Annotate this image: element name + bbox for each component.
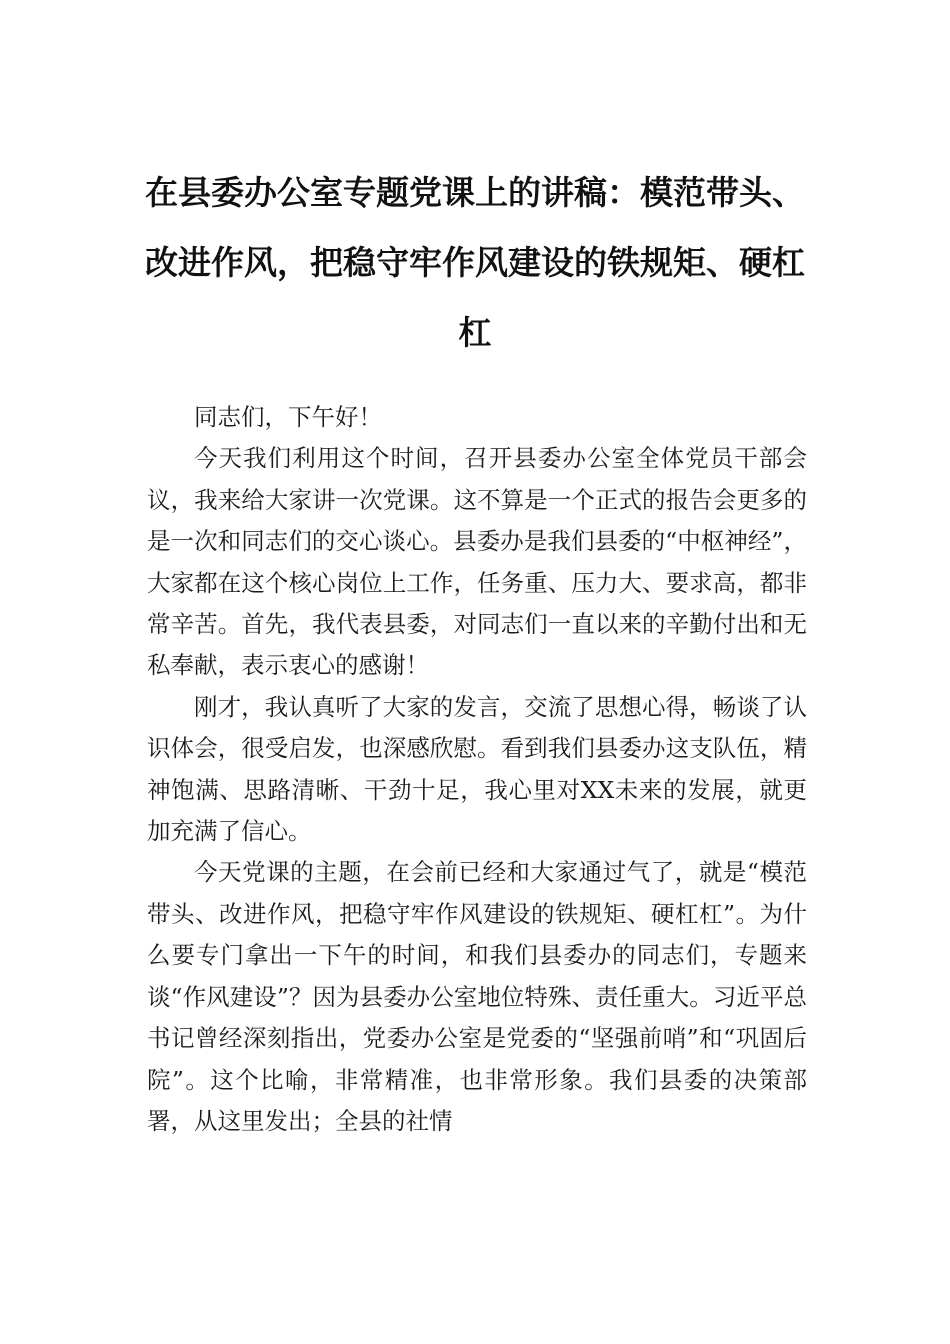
paragraph-opening: 今天我们利用这个时间，召开县委办公室全体党员干部会议，我来给大家讲一次党课。这不算是一个正式的报告会更多的是一次和同志们的交心谈心。县委办是我们县委的“中枢神经”，大家都在这个核心岗位上工作，任务重、压力大、要求高，都非常辛苦。首先，我代表县委，对同志们一直以来的辛勤付出和无私奉献，表示衷心的感谢！	[147, 444, 807, 680]
paragraph-feedback: 刚才，我认真听了大家的发言，交流了思想心得，畅谈了认识体会，很受启发，也深感欣慰。看到我们县委办这支队伍，精神饱满、思路清晰、干劲十足，我心里对XX未来的发展，就更加充满了信心。	[147, 692, 807, 846]
paragraph-theme: 今天党课的主题，在会前已经和大家通过气了，就是“模范带头、改进作风，把稳守牢作风建设的铁规矩、硬杠杠”。为什么要专门拿出一下午的时间，和我们县委办的同志们，专题来谈“作风建设”？因为县委办公室地位特殊、责任重大。习近平总书记曾经深刻指出，党委办公室是党委的“坚强前哨”和“巩固后院”。这个比喻，非常精准，也非常形象。我们县委的决策部署，从这里发出；全县的社情	[147, 858, 807, 1135]
paragraph-greeting: 同志们，下午好！	[194, 403, 382, 431]
document-body	[147, 397, 807, 1142]
document-title: 在县委办公室专题党课上的讲稿：模范带头、改进作风，把稳守牢作风建设的铁规矩、硬杠杠	[145, 173, 805, 352]
